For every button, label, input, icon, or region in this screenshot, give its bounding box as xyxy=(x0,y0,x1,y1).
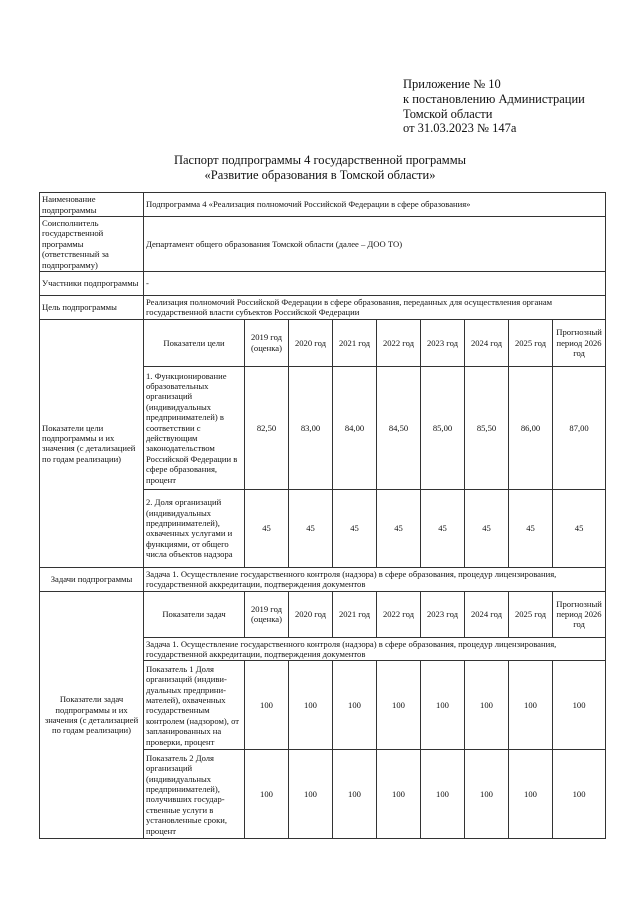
indicator-value: 45 xyxy=(245,489,289,567)
indicator-text: Показатель 2 Доля организаций (индивидуальных предпринимателей), получивших государственные услуги в установленные сроки, процент xyxy=(144,750,245,839)
indicator-text: 2. Доля организаций (индивидуальных предпринимателей), охваченных услугами и функциями, от общего числа объектов надзора xyxy=(144,489,245,567)
indicator-value: 86,00 xyxy=(509,366,553,489)
row-label: Задачи подпрограммы xyxy=(40,567,144,591)
indicator-value: 82,50 xyxy=(245,366,289,489)
appendix-line: Приложение № 10 xyxy=(403,77,501,91)
appendix-line: к постановлению Администрации xyxy=(403,91,585,106)
page-title xyxy=(0,153,640,183)
indicator-value: 45 xyxy=(553,489,606,567)
passport-table xyxy=(39,192,606,839)
indicator-value: 100 xyxy=(289,750,333,839)
table-row xyxy=(40,591,606,637)
table-row xyxy=(40,319,606,366)
indicator-value: 84,50 xyxy=(377,366,421,489)
row-value: Подпрограмма 4 «Реализация полномочий Российской Федерации в сфере образования» xyxy=(144,193,606,217)
table-row xyxy=(40,296,606,320)
indicator-value: 100 xyxy=(465,661,509,750)
year-header: Прогнозный период 2026 год xyxy=(553,591,606,637)
indicator-value: 87,00 xyxy=(553,366,606,489)
year-header: Прогнозный период 2026 год xyxy=(553,319,606,366)
title-line: Паспорт подпрограммы 4 государственной программы xyxy=(173,153,467,167)
indicator-value: 100 xyxy=(509,750,553,839)
indicator-value: 85,00 xyxy=(421,366,465,489)
indicator-value: 100 xyxy=(553,661,606,750)
year-header: 2020 год xyxy=(289,591,333,637)
year-header: 2019 год (оценка) xyxy=(245,591,289,637)
indicator-value: 100 xyxy=(333,750,377,839)
year-header: 2023 год xyxy=(421,319,465,366)
row-label: Участники подпрограммы xyxy=(40,272,144,296)
appendix-block xyxy=(403,77,585,136)
indicator-value: 100 xyxy=(377,661,421,750)
indicator-value: 45 xyxy=(377,489,421,567)
year-header: 2021 год xyxy=(333,591,377,637)
row-label: Наименование подпрограммы xyxy=(40,193,144,217)
indicator-value: 100 xyxy=(421,750,465,839)
row-value: Задача 1. Осуществление государственного контроля (надзора) в сфере образования, процедур лицензирования, государственной аккредитации, подтверждения документов xyxy=(144,567,606,591)
indicator-value: 85,50 xyxy=(465,366,509,489)
indicator-value: 100 xyxy=(553,750,606,839)
row-label: Показатели задач подпрограммы и их значения (с детализацией по годам реализации) xyxy=(40,591,144,839)
title-line: «Развитие образования в Томской области» xyxy=(204,167,436,182)
indicator-value: 45 xyxy=(421,489,465,567)
indicator-header: Показатели цели xyxy=(144,319,245,366)
appendix-line: Томской области xyxy=(403,106,493,121)
table-row xyxy=(40,272,606,296)
table-row xyxy=(40,567,606,591)
year-header: 2022 год xyxy=(377,319,421,366)
table-row xyxy=(40,217,606,272)
row-label: Цель подпрограммы xyxy=(40,296,144,320)
indicator-value: 100 xyxy=(377,750,421,839)
indicator-value: 100 xyxy=(289,661,333,750)
year-header: 2025 год xyxy=(509,591,553,637)
row-value: Реализация полномочий Российской Федерации в сфере образования, переданных для осуществления органам государственной власти субъектов Российской Федерации xyxy=(144,296,606,320)
appendix-line: от 31.03.2023 № 147а xyxy=(403,121,517,136)
indicator-text: 1. Функционирование образовательных организаций (индивидуальных предпринимателей) в соответствии с действующим законодательством Российской Федерации в сфере образования, процент xyxy=(144,366,245,489)
indicator-value: 45 xyxy=(289,489,333,567)
indicator-value: 45 xyxy=(465,489,509,567)
row-value: - xyxy=(144,272,606,296)
indicator-value: 100 xyxy=(245,661,289,750)
indicator-value: 83,00 xyxy=(289,366,333,489)
indicator-value: 45 xyxy=(333,489,377,567)
year-header: 2021 год xyxy=(333,319,377,366)
year-header: 2022 год xyxy=(377,591,421,637)
indicator-value: 100 xyxy=(245,750,289,839)
indicator-value: 100 xyxy=(465,750,509,839)
row-label: Показатели цели подпрограммы и их значения (с детализацией по годам реализации) xyxy=(40,319,144,567)
year-header: 2023 год xyxy=(421,591,465,637)
year-header: 2024 год xyxy=(465,591,509,637)
indicator-value: 100 xyxy=(509,661,553,750)
indicator-value: 45 xyxy=(509,489,553,567)
task-title: Задача 1. Осуществление государственного контроля (надзора) в сфере образования, процедур лицензирования, государственной аккредитации, подтверждения документов xyxy=(144,637,606,661)
year-header: 2024 год xyxy=(465,319,509,366)
indicator-text: Показатель 1 Доля организаций (индивидуальных предпринимателей), охваченных государственным контролем (надзором), от запланированных на проверки, процент xyxy=(144,661,245,750)
indicator-value: 84,00 xyxy=(333,366,377,489)
indicator-value: 100 xyxy=(333,661,377,750)
year-header: 2019 год (оценка) xyxy=(245,319,289,366)
row-value: Департамент общего образования Томской области (далее – ДОО ТО) xyxy=(144,217,606,272)
year-header: 2025 год xyxy=(509,319,553,366)
table-row xyxy=(40,193,606,217)
year-header: 2020 год xyxy=(289,319,333,366)
indicator-value: 100 xyxy=(421,661,465,750)
row-label: Соисполнитель государственной программы (ответственный за подпрограмму) xyxy=(40,217,144,272)
indicator-header: Показатели задач xyxy=(144,591,245,637)
